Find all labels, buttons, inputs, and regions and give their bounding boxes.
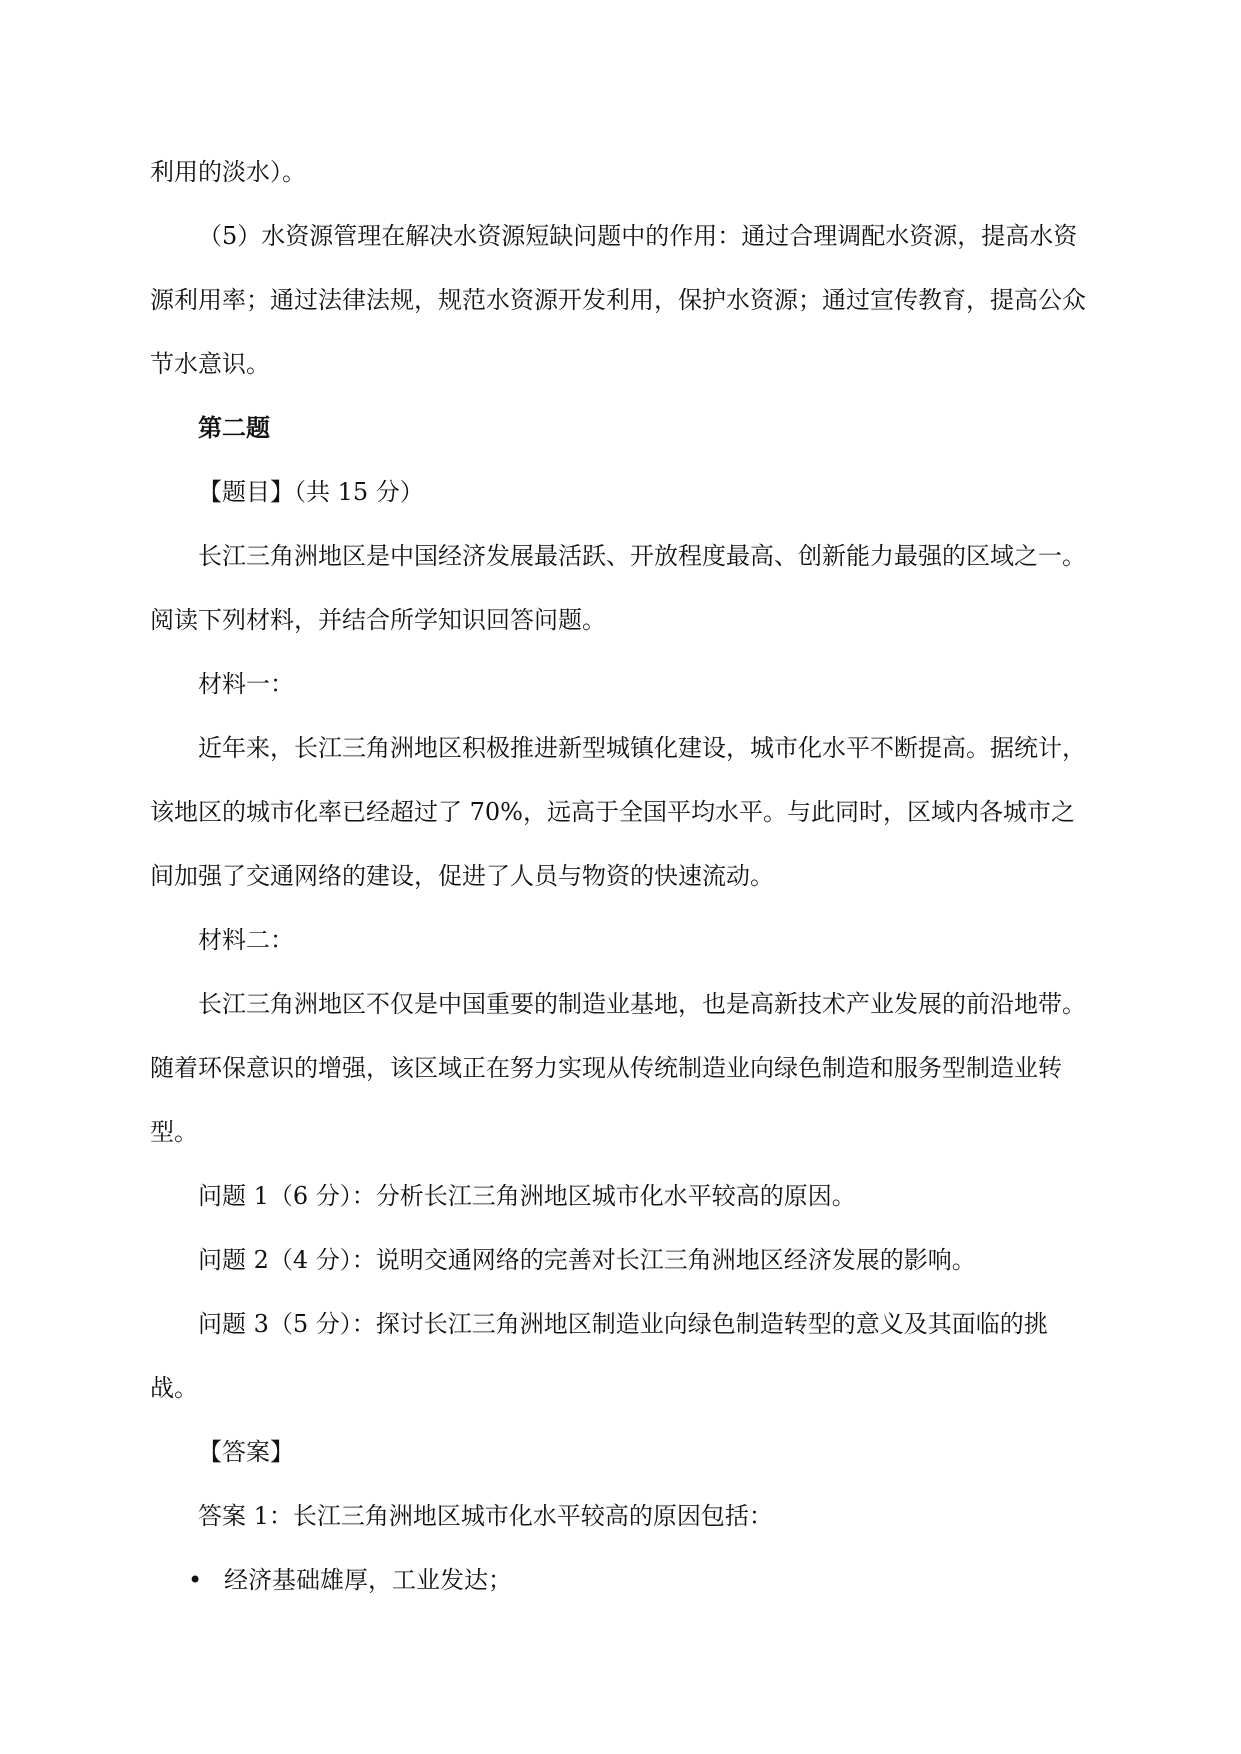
bullet-item [150, 1548, 1090, 1612]
question-3: 问题 3（5 分）：探讨长江三角洲地区制造业向绿色制造转型的意义及其面临的挑战。 [150, 1310, 1048, 1402]
section-title: 第二题 [198, 413, 270, 442]
answer-1-intro: 答案 1：长江三角洲地区城市化水平较高的原因包括： [198, 1502, 773, 1530]
question-1: 问题 1（6 分）：分析长江三角洲地区城市化水平较高的原因。 [198, 1182, 856, 1210]
document-content [150, 140, 1090, 1612]
answer-label: 【答案】 [198, 1438, 294, 1466]
paragraph-2: （5）水资源管理在解决水资源短缺问题中的作用：通过合理调配水资源，提高水资源利用率；通过法律法规，规范水资源开发利用，保护水资源；通过宣传教育，提高公众节水意识。 [150, 222, 1086, 378]
paragraph-1: 利用的淡水）。 [150, 158, 306, 186]
bullet-icon: • [188, 1566, 203, 1594]
material2-text: 长江三角洲地区不仅是中国重要的制造业基地，也是高新技术产业发展的前沿地带。随着环保意识的增强，该区域正在努力实现从传统制造业向绿色制造和服务型制造业转型。 [150, 990, 1086, 1146]
question-label: 【题目】（共 15 分） [198, 478, 424, 506]
bullet-text: 经济基础雄厚，工业发达； [224, 1566, 512, 1594]
question-2: 问题 2（4 分）：说明交通网络的完善对长江三角洲地区经济发展的影响。 [198, 1246, 976, 1274]
material1-text: 近年来，长江三角洲地区积极推进新型城镇化建设，城市化水平不断提高。据统计，该地区的城市化率已经超过了 70%，远高于全国平均水平。与此同时，区域内各城市之间加强了交通网络的建设，促进了人员与物资的快速流动。 [150, 734, 1086, 890]
intro-paragraph: 长江三角洲地区是中国经济发展最活跃、开放程度最高、创新能力最强的区域之一。阅读下列材料，并结合所学知识回答问题。 [150, 542, 1086, 634]
material2-label: 材料二： [198, 926, 294, 954]
material1-label: 材料一： [198, 670, 294, 698]
